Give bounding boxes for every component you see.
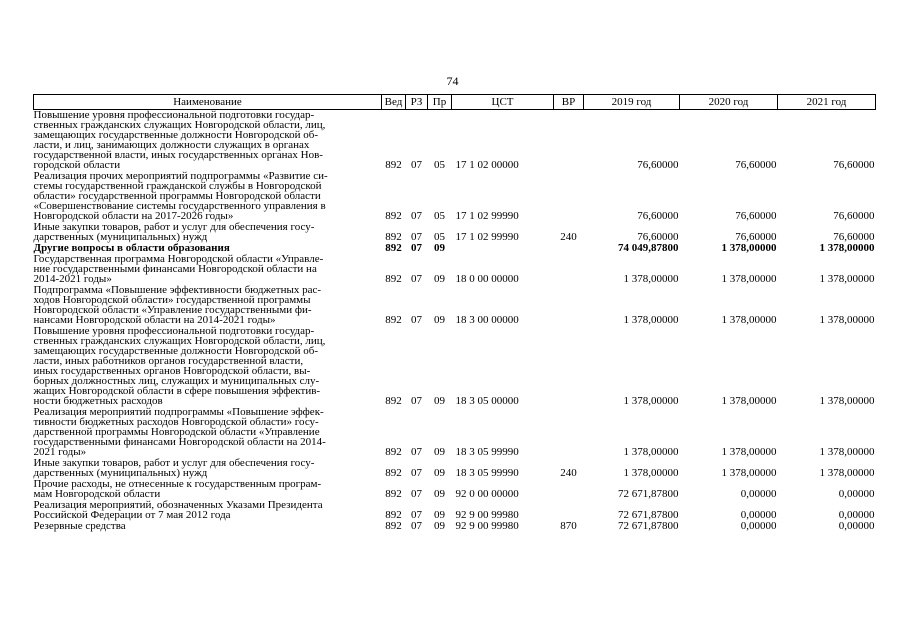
row-pr: 09 (434, 467, 445, 479)
row-cst: 92 0 00 00000 (455, 488, 519, 500)
row-vr: 240 (560, 467, 577, 479)
row-pr: 09 (434, 446, 445, 458)
row-cst: 17 1 02 00000 (455, 159, 519, 171)
table-row (34, 479, 876, 500)
row-vr (554, 243, 584, 254)
row-name-line: ласти, иных работников органов государственной власти, (33, 355, 304, 367)
row-ved: 892 (385, 520, 402, 532)
row-2019: 74 049,87800 (618, 242, 679, 254)
row-ved: 892 (385, 314, 402, 326)
row-2020: 76,60000 (735, 231, 777, 243)
row-name-line: Реализация прочих мероприятий подпрограммы «Развитие си- (33, 170, 328, 182)
row-2021: 1 378,00000 (819, 273, 875, 285)
row-name-line: государственными финансами Новгородской области на 2014- (33, 436, 326, 448)
row-2020: 0,00000 (740, 520, 777, 532)
row-name-line: Иные закупки товаров, работ и услуг для обеспечения госу- (33, 457, 315, 469)
row-name-line: городской области (33, 159, 121, 171)
row-ved: 892 (385, 488, 402, 500)
row-name-line: иных государственных органов Новгородской области, вы- (33, 365, 311, 377)
row-vr (554, 254, 584, 285)
row-2020: 1 378,00000 (721, 467, 777, 479)
table-row (34, 285, 876, 326)
row-2019: 76,60000 (637, 159, 679, 171)
row-2019: 1 378,00000 (623, 395, 679, 407)
row-pr: 05 (434, 231, 445, 243)
row-name-line: тивности бюджетных расходов Новгородской области» госу- (33, 416, 319, 428)
row-pr: 09 (434, 520, 445, 532)
row-name-line: Повышение уровня профессиональной подготовки государ- (33, 109, 315, 121)
row-ved: 892 (385, 159, 402, 171)
row-2021: 1 378,00000 (819, 467, 875, 479)
budget-table (33, 94, 876, 532)
row-name-line: борных должностных лиц, служащих и муниципальных слу- (33, 375, 320, 387)
header-vr: ВР (554, 95, 584, 110)
row-2021: 1 378,00000 (819, 395, 875, 407)
row-pr: 05 (434, 159, 445, 171)
row-2021: 76,60000 (833, 210, 875, 222)
header-pr: Пр (428, 95, 452, 110)
row-2019: 1 378,00000 (623, 446, 679, 458)
row-rz: 07 (411, 520, 422, 532)
row-pr: 09 (434, 242, 445, 254)
row-name-line: Новгородской области на 2017-2026 годы» (33, 210, 234, 222)
row-name-line: дарственных (муниципальных) нужд (33, 231, 208, 243)
row-rz: 07 (411, 231, 422, 243)
row-name-line: Резервные средства (33, 520, 126, 532)
row-cst: 92 9 00 99980 (455, 509, 519, 521)
row-name (34, 254, 382, 285)
row-name-line: ственных гражданских служащих Новгородской области, лиц, (33, 119, 326, 131)
row-name-line: Российской Федерации от 7 мая 2012 года (33, 509, 231, 521)
row-2021: 76,60000 (833, 231, 875, 243)
row-name-line: Другие вопросы в области образования (33, 242, 230, 254)
row-name-line: ности бюджетных расходов (33, 395, 163, 407)
table-row (34, 254, 876, 285)
row-name-line: «Совершенствование системы государственного управления в (33, 200, 326, 212)
header-rz: РЗ (406, 95, 428, 110)
row-cst: 18 0 00 00000 (455, 273, 519, 285)
row-name-line: 2014-2021 годы» (33, 273, 112, 285)
row-2021: 1 378,00000 (819, 242, 875, 254)
header-2019: 2019 год (584, 95, 680, 110)
row-vr (554, 407, 584, 458)
table-row (34, 521, 876, 532)
row-vr (554, 479, 584, 500)
row-2021: 0,00000 (838, 509, 875, 521)
row-2019: 72 671,87800 (618, 520, 679, 532)
row-2019: 76,60000 (637, 231, 679, 243)
table-row (34, 326, 876, 407)
row-ved: 892 (385, 446, 402, 458)
header-2021: 2021 год (778, 95, 876, 110)
row-name (34, 500, 382, 521)
row-ved: 892 (385, 210, 402, 222)
row-ved: 892 (385, 273, 402, 285)
row-pr: 09 (434, 273, 445, 285)
row-name (34, 285, 382, 326)
row-name (34, 521, 382, 532)
row-rz: 07 (411, 467, 422, 479)
row-2021: 0,00000 (838, 520, 875, 532)
table-row (34, 500, 876, 521)
row-2020: 1 378,00000 (721, 314, 777, 326)
row-2020: 76,60000 (735, 159, 777, 171)
table-row (34, 407, 876, 458)
row-vr (554, 171, 584, 222)
row-cst: 92 9 00 99980 (455, 520, 519, 532)
row-vr (554, 500, 584, 521)
row-2019: 72 671,87800 (618, 488, 679, 500)
row-name-line: нансами Новгородской области на 2014-2021 годы» (33, 314, 276, 326)
row-rz: 07 (411, 210, 422, 222)
row-rz: 07 (411, 488, 422, 500)
row-2019: 1 378,00000 (623, 467, 679, 479)
row-2020: 0,00000 (740, 509, 777, 521)
table-row (34, 458, 876, 479)
row-name-line: жащих Новгородской области в сфере повышения эффектив- (33, 385, 321, 397)
row-name-line: Повышение уровня профессиональной подготовки государ- (33, 325, 315, 337)
row-name-line: области» государственной программы Новгородской области (33, 190, 321, 202)
row-name-line: замещающих государственные должности Новгородской об- (33, 345, 319, 357)
row-2019: 1 378,00000 (623, 273, 679, 285)
row-name-line: стемы государственной гражданской службы в Новгородской (33, 180, 322, 192)
row-name-line: Государственная программа Новгородской области «Управле- (33, 253, 324, 265)
row-ved: 892 (385, 467, 402, 479)
row-name (34, 222, 382, 243)
row-name-line: Реализация мероприятий, обозначенных Указами Президента (33, 499, 323, 511)
row-vr (554, 110, 584, 172)
row-name-line: Подпрограмма «Повышение эффективности бюджетных рас- (33, 284, 322, 296)
row-rz: 07 (411, 273, 422, 285)
header-name: Наименование (34, 95, 382, 110)
row-2021: 1 378,00000 (819, 314, 875, 326)
row-name-line: Новгородской области «Управление государственными фи- (33, 304, 312, 316)
row-ved: 892 (385, 509, 402, 521)
row-2020: 1 378,00000 (721, 395, 777, 407)
row-vr (554, 285, 584, 326)
table-row (34, 171, 876, 222)
row-name (34, 479, 382, 500)
row-rz: 07 (411, 509, 422, 521)
row-2021: 1 378,00000 (819, 446, 875, 458)
row-name-line: дарственных (муниципальных) нужд (33, 467, 208, 479)
row-2020: 1 378,00000 (721, 446, 777, 458)
row-cst: 18 3 05 00000 (455, 395, 519, 407)
row-name (34, 407, 382, 458)
row-cst: 18 3 05 99990 (455, 467, 519, 479)
row-name-line: ходов Новгородской области» государственной программы (33, 294, 311, 306)
row-ved: 892 (385, 242, 402, 254)
row-name-line: ласти, и лиц, занимающих должности служащих в органах (33, 139, 310, 151)
row-cst: 17 1 02 99990 (455, 231, 519, 243)
row-pr: 09 (434, 509, 445, 521)
row-ved: 892 (385, 395, 402, 407)
row-name-line: ственных гражданских служащих Новгородской области, лиц, (33, 335, 326, 347)
row-ved: 892 (385, 231, 402, 243)
table-row (34, 222, 876, 243)
row-2021: 76,60000 (833, 159, 875, 171)
header-ved: Вед (382, 95, 406, 110)
row-name-line: Прочие расходы, не отнесенные к государственным програм- (33, 478, 322, 490)
row-name (34, 326, 382, 407)
row-2019: 76,60000 (637, 210, 679, 222)
row-cst (452, 243, 554, 254)
table-body (34, 110, 876, 533)
row-2020: 76,60000 (735, 210, 777, 222)
row-name-line: Иные закупки товаров, работ и услуг для обеспечения госу- (33, 221, 315, 233)
row-name (34, 458, 382, 479)
row-vr: 240 (560, 231, 577, 243)
row-rz: 07 (411, 242, 422, 254)
row-name-line: замещающих государственные должности Новгородской об- (33, 129, 319, 141)
row-vr (554, 326, 584, 407)
header-cst: ЦСТ (452, 95, 554, 110)
row-cst: 17 1 02 99990 (455, 210, 519, 222)
header-2020: 2020 год (680, 95, 778, 110)
row-pr: 09 (434, 395, 445, 407)
row-name-line: государственной власти, иных государственных органах Нов- (33, 149, 323, 161)
row-cst: 18 3 00 00000 (455, 314, 519, 326)
row-name-line: Реализация мероприятий подпрограммы «Повышение эффек- (33, 406, 324, 418)
row-rz: 07 (411, 395, 422, 407)
table-row (34, 110, 876, 172)
row-rz: 07 (411, 159, 422, 171)
row-name (34, 171, 382, 222)
page-number: 74 (446, 74, 459, 88)
row-2021: 0,00000 (838, 488, 875, 500)
row-name-line: ние государственными финансами Новгородской области на (33, 263, 317, 275)
row-name (34, 110, 382, 172)
row-rz: 07 (411, 446, 422, 458)
row-2020: 0,00000 (740, 488, 777, 500)
row-pr: 05 (434, 210, 445, 222)
row-rz: 07 (411, 314, 422, 326)
row-cst: 18 3 05 99990 (455, 446, 519, 458)
row-name-line: мам Новгородской области (33, 488, 161, 500)
row-2020: 1 378,00000 (721, 242, 777, 254)
table-header (34, 95, 876, 110)
row-pr: 09 (434, 488, 445, 500)
row-name-line: 2021 годы» (33, 446, 87, 458)
row-2020: 1 378,00000 (721, 273, 777, 285)
row-2019: 72 671,87800 (618, 509, 679, 521)
row-2019: 1 378,00000 (623, 314, 679, 326)
row-name-line: дарственной программы Новгородской области «Управление (33, 426, 320, 438)
row-pr: 09 (434, 314, 445, 326)
row-vr: 870 (560, 520, 577, 532)
